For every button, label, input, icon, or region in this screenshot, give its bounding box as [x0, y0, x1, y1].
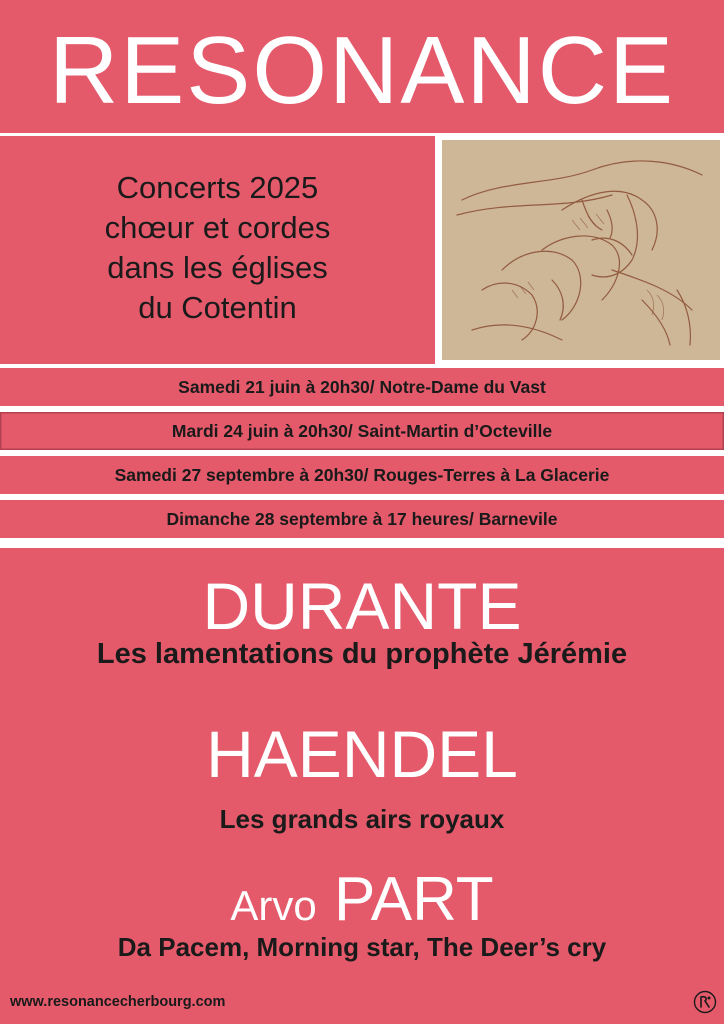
work-part: Da Pacem, Morning star, The Deer’s cry: [117, 932, 607, 962]
composer-part-first: Arvo: [230, 882, 317, 929]
date-text: Samedi 27 septembre à 20h30/ Rouges-Terres à La Glacerie: [114, 464, 610, 485]
title-banner: [0, 0, 724, 133]
date-row: [0, 412, 724, 450]
date-row: [0, 368, 724, 406]
work-haendel: Les grands airs royaux: [219, 804, 505, 834]
sepia-sketch-drawing: [442, 140, 720, 360]
composer-part: [0, 864, 724, 935]
composer-part-last: PART: [333, 865, 494, 934]
illustration-frame: [438, 136, 724, 364]
resonance-logo-icon: [693, 990, 717, 1014]
date-text: Samedi 21 juin à 20h30/ Notre-Dame du Vast: [178, 376, 546, 397]
concert-subtitle: Concerts 2025 chœur et cordes dans les églises du Cotentin: [104, 170, 331, 325]
program-panel: [0, 548, 724, 1024]
website-link[interactable]: www.resonancecherbourg.com: [10, 994, 226, 1010]
intro-panel: [0, 136, 435, 364]
date-row: [0, 456, 724, 494]
date-text: Dimanche 28 septembre à 17 heures/ Barnevile: [166, 508, 558, 529]
sketch-illustration: [442, 140, 720, 360]
composer-durante: DURANTE: [202, 569, 522, 643]
date-row: [0, 500, 724, 538]
poster-title: RESONANCE: [48, 16, 676, 124]
work-durante: Les lamentations du prophète Jérémie: [96, 638, 628, 670]
date-text: Mardi 24 juin à 20h30/ Saint-Martin d’Octeville: [171, 420, 553, 441]
composer-haendel: HAENDEL: [206, 717, 518, 791]
